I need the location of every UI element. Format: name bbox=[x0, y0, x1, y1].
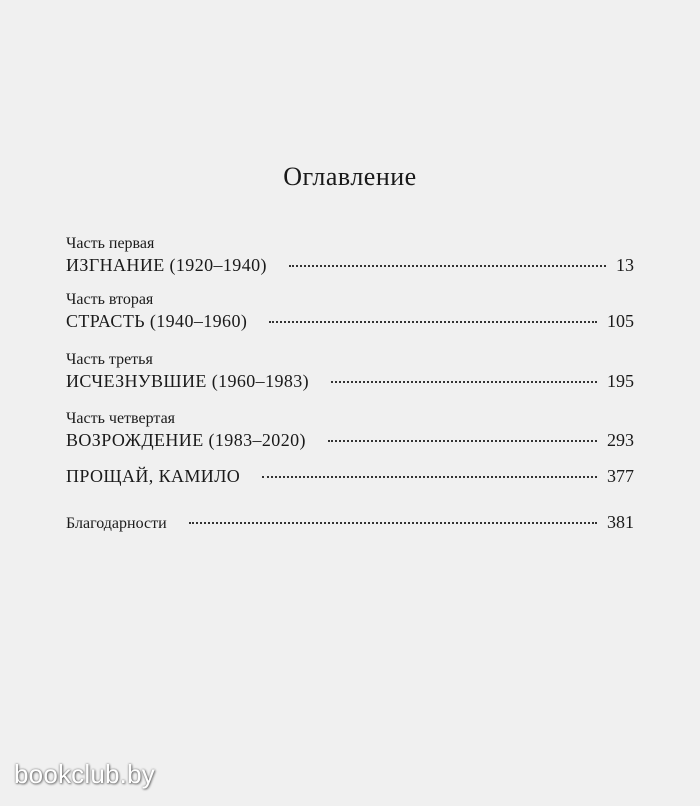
toc-entry[interactable] bbox=[66, 310, 634, 332]
toc-acknowledgments bbox=[66, 511, 634, 533]
toc-part-2 bbox=[66, 290, 634, 332]
entry-page-number: 13 bbox=[616, 255, 634, 275]
dot-leader bbox=[328, 440, 597, 442]
entry-page-number: 293 bbox=[607, 430, 634, 450]
entry-title: ИЗГНАНИЕ (1920–1940) bbox=[66, 255, 267, 275]
dot-leader bbox=[289, 265, 606, 267]
entry-page-number: 105 bbox=[607, 311, 634, 331]
entry-title: Благодарности bbox=[66, 515, 167, 532]
toc-entry[interactable] bbox=[66, 511, 634, 533]
entry-title: ВОЗРОЖДЕНИЕ (1983–2020) bbox=[66, 430, 306, 450]
part-label: Часть вторая bbox=[66, 291, 154, 308]
entry-page-number: 381 bbox=[607, 512, 634, 532]
toc-epilogue bbox=[66, 465, 634, 487]
part-label: Часть первая bbox=[66, 235, 155, 252]
toc-part-3 bbox=[66, 350, 634, 392]
toc-part-1 bbox=[66, 234, 634, 276]
toc-entry[interactable] bbox=[66, 370, 634, 392]
toc-entry[interactable] bbox=[66, 465, 634, 487]
table-of-contents bbox=[66, 234, 634, 549]
dot-leader bbox=[331, 381, 597, 383]
dot-leader bbox=[262, 476, 597, 478]
toc-title: Оглавление bbox=[283, 162, 417, 191]
part-label: Часть четвертая bbox=[66, 410, 176, 427]
part-label: Часть третья bbox=[66, 351, 153, 368]
dot-leader bbox=[189, 522, 597, 524]
toc-entry[interactable] bbox=[66, 254, 634, 276]
entry-page-number: 195 bbox=[607, 371, 634, 391]
entry-title: ПРОЩАЙ, КАМИЛО bbox=[66, 466, 241, 486]
entry-title: СТРАСТЬ (1940–1960) bbox=[66, 311, 248, 331]
entry-title: ИСЧЕЗНУВШИЕ (1960–1983) bbox=[66, 371, 310, 391]
toc-entry[interactable] bbox=[66, 429, 634, 451]
watermark: bookclub.by bbox=[14, 759, 155, 789]
entry-page-number: 377 bbox=[607, 466, 634, 486]
toc-part-4 bbox=[66, 409, 634, 451]
dot-leader bbox=[269, 321, 597, 323]
